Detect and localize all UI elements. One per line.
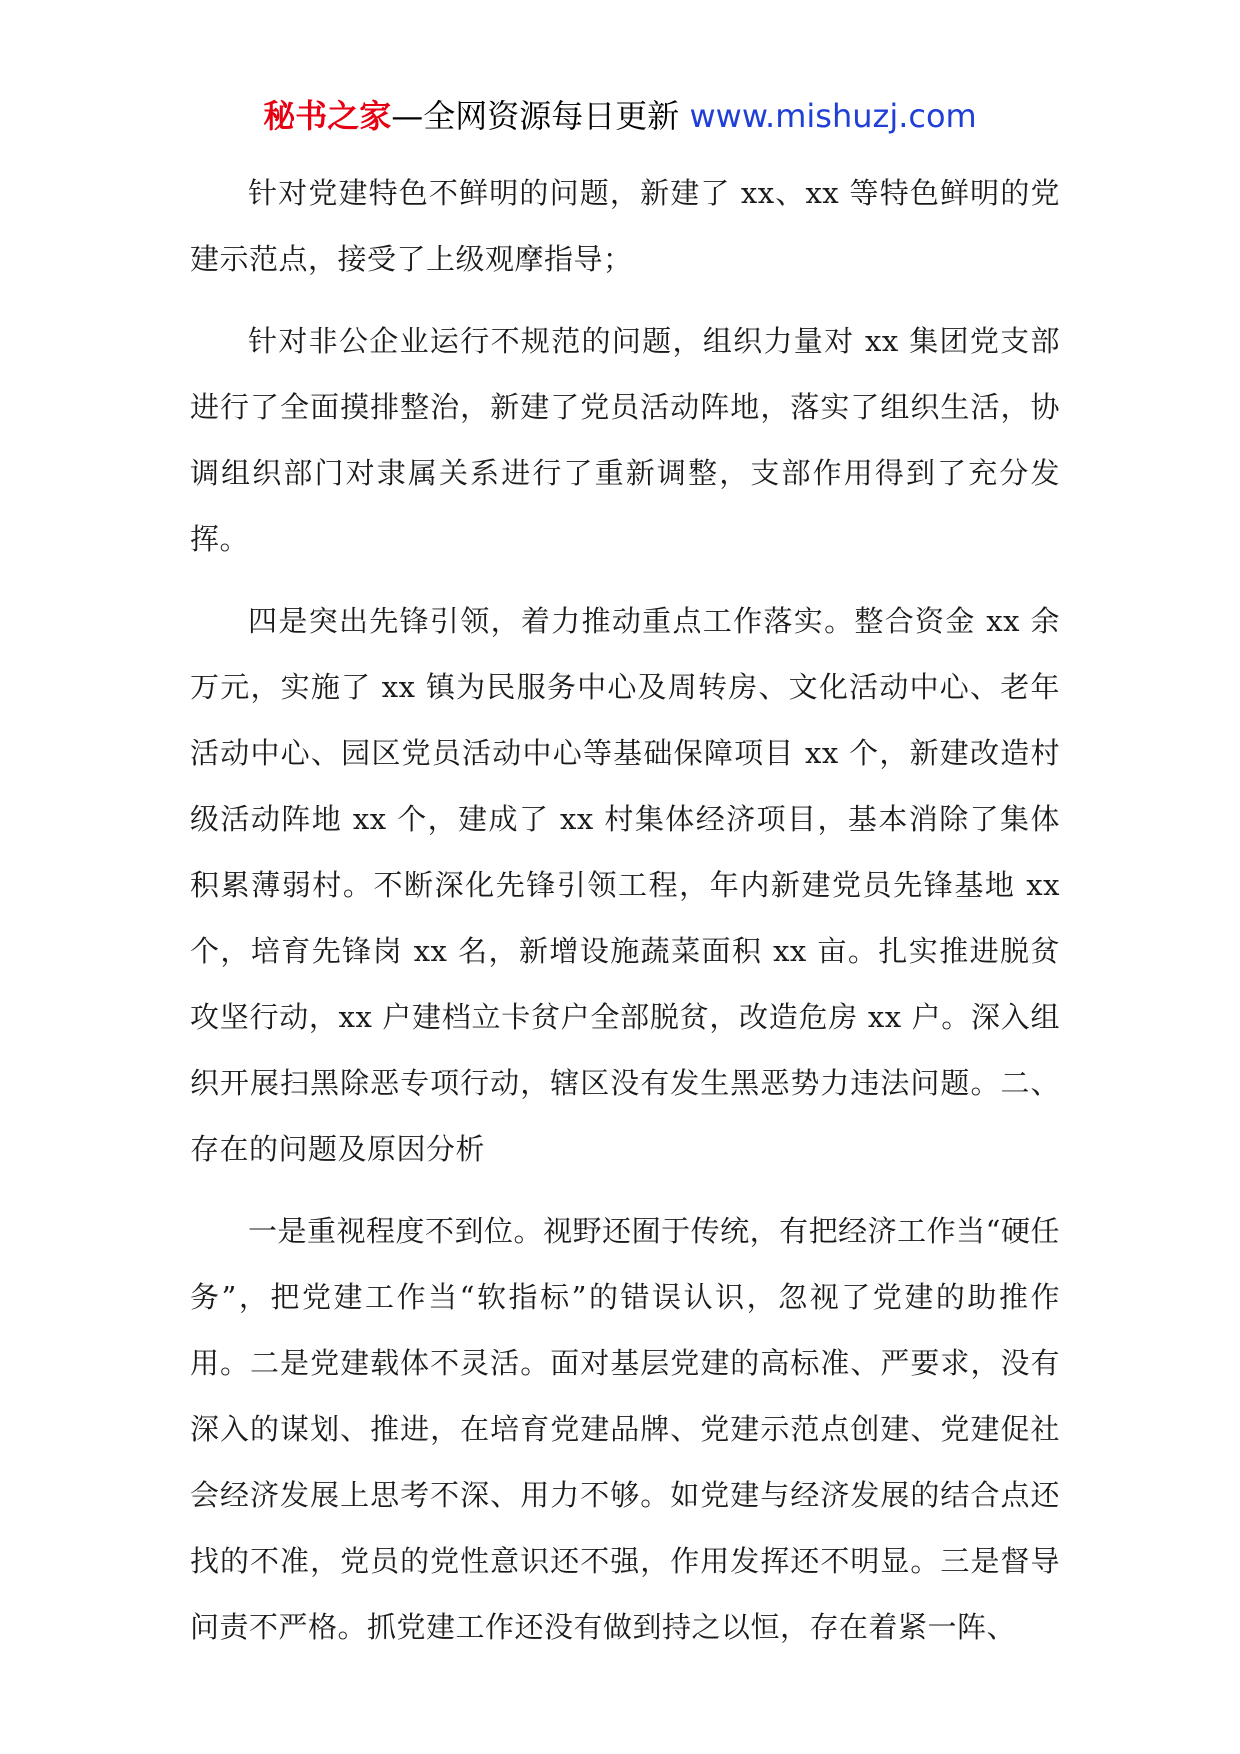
paragraph-4: 一是重视程度不到位。视野还囿于传统，有把经济工作当“硬任务”，把党建工作当“软指标”的错误认识，忽视了党建的助推作用。二是党建载体不灵活。面对基层党建的高标准、严要求，没有深入的谋划、推进，在培育党建品牌、党建示范点创建、党建促社会经济发展上思考不深、用力不够。如党建与经济发展的结合点还找的不准，党员的党性意识还不强，作用发挥还不明显。三是督导问责不严格。抓党建工作还没有做到持之以恒，存在着紧一阵、	[190, 1214, 1060, 1644]
site-header	[0, 96, 1240, 136]
header-tagline: —全网资源每日更新	[391, 97, 690, 135]
paragraph-3: 四是突出先锋引领，着力推动重点工作落实。整合资金 xx 余万元，实施了 xx 镇为民服务中心及周转房、文化活动中心、老年活动中心、园区党员活动中心等基础保障项目 xx 个，新建改造村级活动阵地 xx 个，建成了 xx 村集体经济项目，基本消除了集体积累薄弱村。不断深化先锋引领工程，年内新建党员先锋基地 xx 个，培育先锋岗 xx 名，新增设施蔬菜面积 xx 亩。扎实推进脱贫攻坚行动，xx 户建档立卡贫户全部脱贫，改造危房 xx 户。深入组织开展扫黑除恶专项行动，辖区没有发生黑恶势力违法问题。二、存在的问题及原因分析	[190, 604, 1060, 1166]
site-url-link[interactable]: www.mishuzj.com	[689, 97, 977, 135]
brand-name: 秘书之家	[263, 97, 392, 135]
paragraph-2: 针对非公企业运行不规范的问题，组织力量对 xx 集团党支部进行了全面摸排整治，新建了党员活动阵地，落实了组织生活，协调组织部门对隶属关系进行了重新调整，支部作用得到了充分发挥。	[190, 324, 1060, 556]
paragraph-1: 针对党建特色不鲜明的问题，新建了 xx、xx 等特色鲜明的党建示范点，接受了上级观摩指导；	[190, 176, 1060, 276]
document-body	[190, 160, 1060, 1676]
